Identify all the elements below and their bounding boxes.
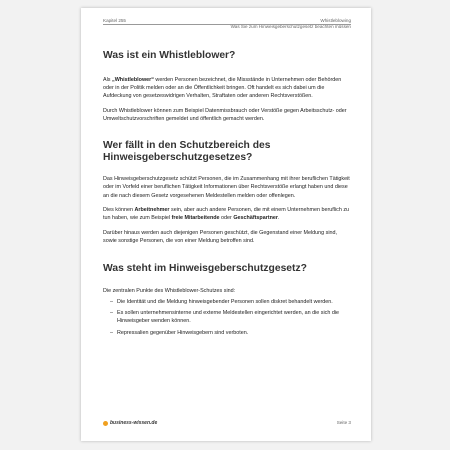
bullet-list <box>103 298 351 338</box>
paragraph: Darüber hinaus werden auch diejenigen Personen geschützt, die Gegenstand einer Meldung sind, sowie sonstige Personen, die von einer Meldung betroffen sind. <box>103 229 338 245</box>
text-run: werden Personen bezeichnet, die Missstände in Unternehmen oder Behörden oder in der Politik melden oder an die Öffentlichkeit bringen. Oft handelt es sich dabei um die Aufdeckung von gesetzeswidrigen Verhalten, Straftaten oder anderen Rechtsverstößen. <box>103 76 342 100</box>
paragraph <box>103 76 351 101</box>
page-number: Seite 3 <box>336 420 351 425</box>
paragraph: Das Hinweisgeberschutzgesetz schützt Personen, die im Zusammenhang mit ihrer beruflichen Tätigkeit oder im Vorfeld einer beruflichen Tätigkeit Informationen über Rechtsverstöße erlangt haben und diese an die nach diesem Gesetz vorgesehenen Meldestellen melden oder offenlegen. <box>103 175 350 199</box>
bold-term: Geschäftspartner <box>233 215 278 222</box>
header-subtitle: Was Sie zum Hinweisgeberschutzgesetz beachten müssen <box>230 24 351 29</box>
logo-dot-icon <box>103 421 108 426</box>
text-run: . <box>278 215 280 222</box>
document-page <box>81 8 371 441</box>
section-title: Was ist ein Whistleblower? <box>103 50 236 61</box>
section-title: Wer fällt in den Schutzbereich des Hinweisgeberschutzgesetzes? <box>103 139 271 164</box>
footer-logo[interactable] <box>103 419 157 427</box>
bold-term: Arbeitnehmer <box>134 207 170 214</box>
paragraph <box>103 206 351 223</box>
topic-label: Whistleblowing <box>320 18 351 23</box>
paragraph: Durch Whistleblower können zum Beispiel Datenmissbrauch oder Verstöße gegen Arbeitsschutz- oder Umweltschutzvorschriften gemeldet und öffentlich gemacht werden. <box>103 107 347 123</box>
chapter-label: Kapitel 255 <box>103 18 126 23</box>
list-item: – Repressalien gegenüber Hinweisgebern sind verboten. <box>103 329 351 337</box>
page-content <box>103 50 351 337</box>
list-item: – Die Identität und die Meldung hinweisgebender Personen sollen diskret behandelt werden. <box>103 298 351 306</box>
text-run: Als <box>103 76 112 83</box>
logo-text: business-wissen.de <box>110 420 158 426</box>
bold-term: freie Mitarbeitende <box>171 215 220 222</box>
header-divider <box>103 24 351 25</box>
paragraph: Die zentralen Punkte des Whistleblower-Schutzes sind: <box>103 288 236 295</box>
section-title: Was steht im Hinweisgeberschutzgesetz? <box>103 262 307 274</box>
list-item: – Es sollen unternehmensinterne und externe Meldestellen eingerichtet werden, an die sich die Hinweisgeber wenden können. <box>103 309 351 326</box>
bold-term: „Whistleblower“ <box>112 76 154 83</box>
text-run: Dies können <box>103 207 135 214</box>
text-run: oder <box>219 215 234 222</box>
text-run: sein, aber auch andere Personen, die mit einem Unternehmen beruflich zu tun haben, wie zum Beispiel <box>103 207 350 222</box>
